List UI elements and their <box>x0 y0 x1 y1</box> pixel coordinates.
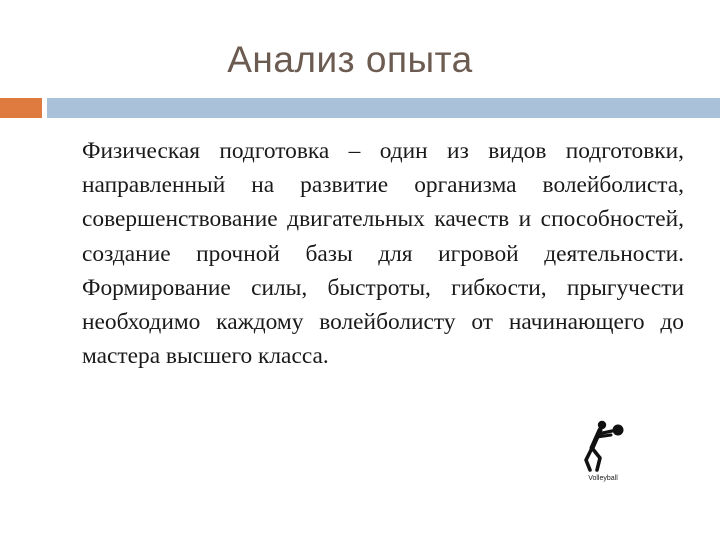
logo-caption: Volleyball <box>588 475 618 482</box>
title-rule-bar <box>47 98 720 118</box>
slide-body-text: Физическая подготовка – один из видов подготовки, направленный на развитие организма волейболиста, совершенствование двигательных качеств и способностей, создание прочной базы для игровой деятельности. Формирование силы, быстроты, гибкости, прыгучести необходимо каждому волейболисту от начинающего до мастера высшего класса. <box>82 138 684 370</box>
title-rule-accent <box>0 98 42 118</box>
slide-title: Анализ опыта <box>227 39 473 80</box>
